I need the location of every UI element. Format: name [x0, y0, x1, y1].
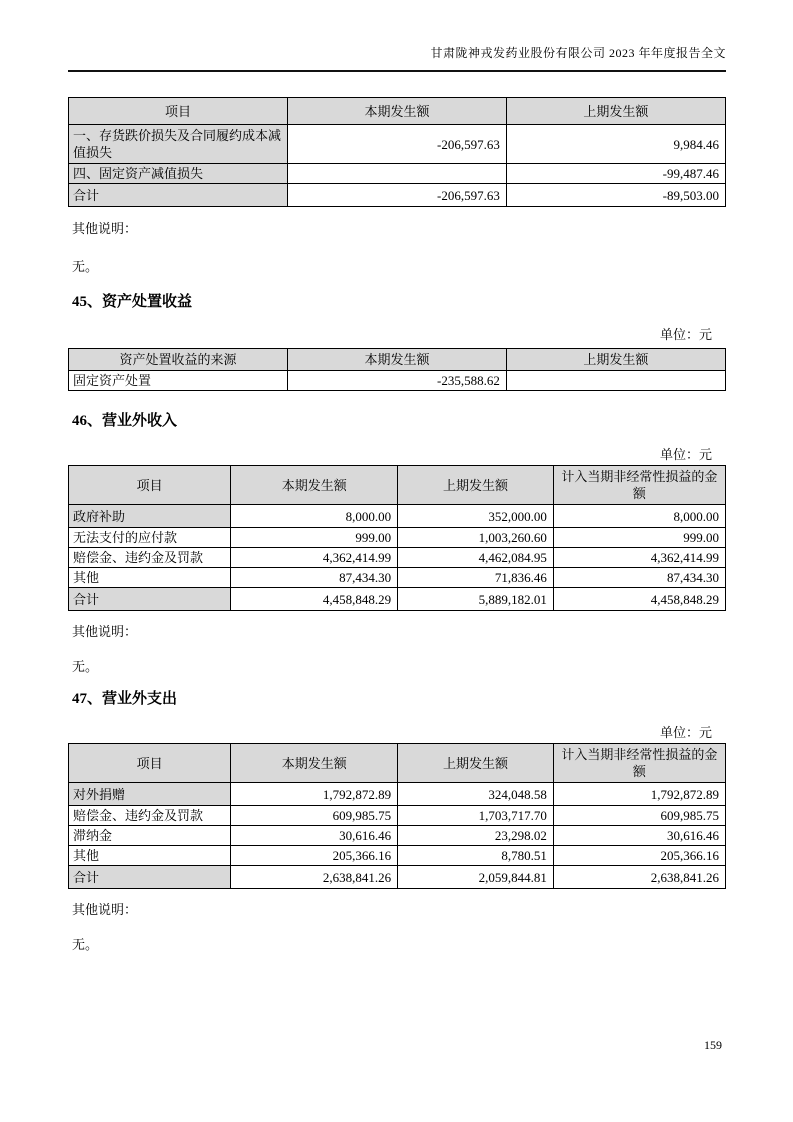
- prior-amount-cell: 4,462,084.95: [398, 548, 554, 568]
- other-note-value: 无。: [72, 659, 99, 674]
- other-note-label: 其他说明：: [72, 624, 138, 639]
- current-amount-cell: -235,588.62: [288, 371, 507, 391]
- table-header-row: [69, 349, 726, 371]
- non-operating-income-table: [68, 465, 726, 611]
- section-heading-47: 47、营业外支出: [72, 691, 178, 707]
- row-label-cell: 一、存货跌价损失及合同履约成本减值损失: [69, 125, 288, 164]
- current-amount-cell: 205,366.16: [231, 846, 398, 866]
- table-row: [69, 568, 726, 588]
- prior-amount-cell: 1,703,717.70: [398, 806, 554, 826]
- header-title: 甘肃陇神戎发药业股份有限公司 2023 年年度报告全文: [430, 46, 726, 60]
- table-row: [69, 371, 726, 391]
- table-header-row: [69, 466, 726, 505]
- unit-label: 单位：元: [659, 447, 712, 462]
- column-header: 本期发生额: [231, 744, 398, 783]
- table-row: [69, 588, 726, 611]
- table-row: [69, 164, 726, 184]
- non-operating-expense-table: [68, 743, 726, 889]
- table-row: [69, 783, 726, 806]
- column-header: 上期发生额: [506, 98, 725, 125]
- column-header: 上期发生额: [398, 466, 554, 505]
- row-label-cell: 对外捐赠: [69, 783, 231, 806]
- current-amount-cell: 4,458,848.29: [231, 588, 398, 611]
- current-amount-cell: 8,000.00: [231, 505, 398, 528]
- asset-disposal-income-table: [68, 348, 726, 391]
- column-header: 资产处置收益的来源: [69, 349, 288, 371]
- prior-amount-cell: 23,298.02: [398, 826, 554, 846]
- column-header: 项目: [69, 744, 231, 783]
- column-header: 项目: [69, 98, 288, 125]
- row-label-cell: 合计: [69, 866, 231, 889]
- unit-label: 单位：元: [659, 725, 712, 740]
- non-recurring-amount-cell: 87,434.30: [553, 568, 725, 588]
- current-amount-cell: 2,638,841.26: [231, 866, 398, 889]
- non-recurring-amount-cell: 30,616.46: [553, 826, 725, 846]
- page-content: [68, 0, 726, 953]
- row-label-cell: 四、固定资产减值损失: [69, 164, 288, 184]
- prior-amount-cell: 5,889,182.01: [398, 588, 554, 611]
- other-note-value: 无。: [72, 259, 99, 274]
- non-recurring-amount-cell: 2,638,841.26: [553, 866, 725, 889]
- column-header: 上期发生额: [398, 744, 554, 783]
- row-label-cell: 固定资产处置: [69, 371, 288, 391]
- non-recurring-amount-cell: 8,000.00: [553, 505, 725, 528]
- table-row: [69, 826, 726, 846]
- other-note-value: 无。: [72, 937, 99, 952]
- column-header: 计入当期非经常性损益的金额: [553, 466, 725, 505]
- row-label-cell: 其他: [69, 568, 231, 588]
- non-recurring-amount-cell: 609,985.75: [553, 806, 725, 826]
- impairment-loss-table: [68, 97, 726, 207]
- table-header-row: [69, 744, 726, 783]
- prior-amount-cell: [506, 371, 725, 391]
- row-label-cell: 无法支付的应付款: [69, 528, 231, 548]
- table-row: [69, 528, 726, 548]
- current-amount-cell: -206,597.63: [288, 125, 507, 164]
- table-row: [69, 866, 726, 889]
- column-header: 本期发生额: [288, 349, 507, 371]
- section-heading-45: 45、资产处置收益: [72, 294, 193, 310]
- row-label-cell: 其他: [69, 846, 231, 866]
- non-recurring-amount-cell: 205,366.16: [553, 846, 725, 866]
- row-label-cell: 赔偿金、违约金及罚款: [69, 806, 231, 826]
- prior-amount-cell: 2,059,844.81: [398, 866, 554, 889]
- current-amount-cell: 1,792,872.89: [231, 783, 398, 806]
- non-recurring-amount-cell: 1,792,872.89: [553, 783, 725, 806]
- column-header: 计入当期非经常性损益的金额: [553, 744, 725, 783]
- page-header: [68, 46, 726, 72]
- row-label-cell: 滞纳金: [69, 826, 231, 846]
- prior-amount-cell: 9,984.46: [506, 125, 725, 164]
- non-recurring-amount-cell: 4,362,414.99: [553, 548, 725, 568]
- non-recurring-amount-cell: 999.00: [553, 528, 725, 548]
- table-row: [69, 505, 726, 528]
- row-label-cell: 赔偿金、违约金及罚款: [69, 548, 231, 568]
- current-amount-cell: 4,362,414.99: [231, 548, 398, 568]
- current-amount-cell: 30,616.46: [231, 826, 398, 846]
- current-amount-cell: [288, 164, 507, 184]
- column-header: 项目: [69, 466, 231, 505]
- table-header-row: [69, 98, 726, 125]
- current-amount-cell: 609,985.75: [231, 806, 398, 826]
- column-header: 本期发生额: [231, 466, 398, 505]
- table-row: [69, 184, 726, 207]
- prior-amount-cell: -99,487.46: [506, 164, 725, 184]
- current-amount-cell: 87,434.30: [231, 568, 398, 588]
- prior-amount-cell: 352,000.00: [398, 505, 554, 528]
- unit-label: 单位：元: [659, 327, 712, 342]
- table-row: [69, 846, 726, 866]
- prior-amount-cell: 71,836.46: [398, 568, 554, 588]
- current-amount-cell: -206,597.63: [288, 184, 507, 207]
- table-row: [69, 548, 726, 568]
- table-row: [69, 125, 726, 164]
- table-row: [69, 806, 726, 826]
- other-note-label: 其他说明：: [72, 902, 138, 917]
- row-label-cell: 合计: [69, 184, 288, 207]
- prior-amount-cell: 8,780.51: [398, 846, 554, 866]
- other-note-label: 其他说明：: [72, 221, 138, 236]
- prior-amount-cell: -89,503.00: [506, 184, 725, 207]
- row-label-cell: 政府补助: [69, 505, 231, 528]
- column-header: 上期发生额: [506, 349, 725, 371]
- row-label-cell: 合计: [69, 588, 231, 611]
- section-heading-46: 46、营业外收入: [72, 413, 178, 429]
- current-amount-cell: 999.00: [231, 528, 398, 548]
- page-number: 159: [704, 1038, 722, 1052]
- prior-amount-cell: 1,003,260.60: [398, 528, 554, 548]
- prior-amount-cell: 324,048.58: [398, 783, 554, 806]
- non-recurring-amount-cell: 4,458,848.29: [553, 588, 725, 611]
- column-header: 本期发生额: [288, 98, 507, 125]
